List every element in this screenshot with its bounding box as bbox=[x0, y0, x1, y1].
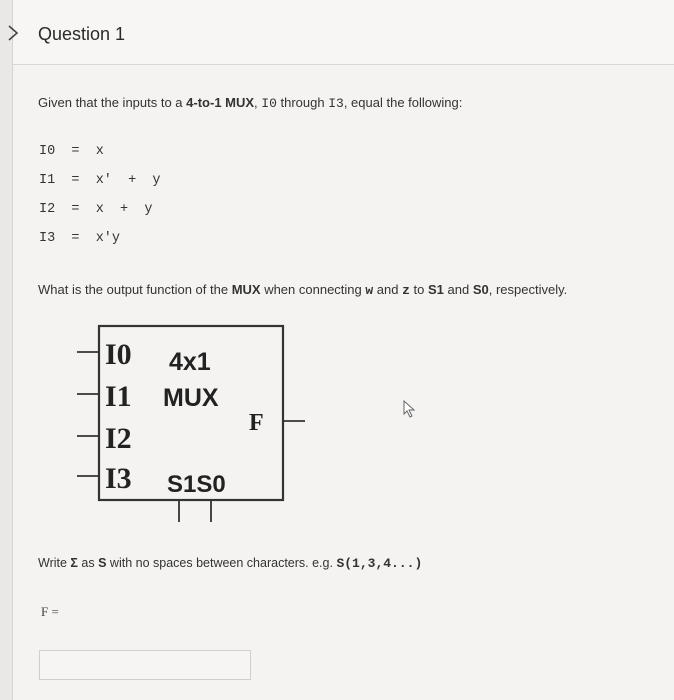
qt-z: z bbox=[402, 283, 410, 298]
qt-6: , respectively. bbox=[488, 282, 568, 297]
mux-diagram bbox=[75, 324, 305, 534]
mux-title-1: 4x1 bbox=[169, 348, 211, 376]
prompt-text: Given that the inputs to a bbox=[38, 95, 187, 110]
qt-3: and bbox=[373, 282, 403, 297]
prompt-text-4: , equal the following: bbox=[343, 95, 463, 110]
mux-title-2: MUX bbox=[163, 384, 219, 412]
equation-i2: I2 = x + y bbox=[39, 202, 153, 217]
qt-5: and bbox=[443, 282, 473, 297]
note-3: with no spaces between characters. e.g. bbox=[106, 556, 337, 570]
prompt-mux: 4-to-1 MUX bbox=[186, 95, 255, 110]
qt-1: What is the output function of the bbox=[38, 282, 232, 297]
prompt-text-2: , bbox=[254, 95, 262, 110]
output-label: F bbox=[249, 410, 264, 436]
qt-mux: MUX bbox=[231, 282, 261, 297]
instructions bbox=[38, 556, 422, 571]
select-label: S1S0 bbox=[167, 471, 226, 498]
input-label-i3: I3 bbox=[105, 462, 132, 495]
sigma-symbol: Σ bbox=[70, 556, 78, 570]
prompt-i3: I3 bbox=[328, 96, 344, 111]
note-2: as bbox=[77, 556, 99, 570]
input-label-i2: I2 bbox=[105, 422, 132, 455]
question-title: Question 1 bbox=[38, 24, 126, 44]
qt-s1: S1 bbox=[428, 282, 444, 297]
note-s: S bbox=[98, 556, 107, 570]
equation-list bbox=[39, 142, 161, 258]
equation-i3: I3 = x'y bbox=[39, 231, 121, 246]
qt-w: w bbox=[365, 283, 374, 298]
qt-2: when connecting bbox=[260, 282, 366, 297]
chevron-right-icon[interactable] bbox=[5, 24, 23, 42]
question-prompt bbox=[38, 95, 462, 111]
question-header bbox=[13, 0, 674, 65]
mouse-cursor-icon bbox=[403, 400, 417, 418]
equation-i0: I0 = x bbox=[39, 144, 104, 159]
prompt-i0: I0 bbox=[261, 96, 277, 111]
input-label-i0: I0 bbox=[105, 338, 132, 371]
question-text bbox=[38, 282, 567, 298]
note-1: Write bbox=[38, 556, 71, 570]
note-example: S(1,3,4...) bbox=[336, 556, 423, 571]
equation-i1: I1 = x' + y bbox=[39, 173, 161, 188]
input-label-i1: I1 bbox=[105, 380, 132, 413]
qt-s0: S0 bbox=[472, 282, 489, 297]
prompt-text-3: through bbox=[276, 95, 329, 110]
answer-input[interactable] bbox=[39, 650, 251, 680]
question-card bbox=[12, 0, 674, 700]
answer-label: F = bbox=[41, 604, 59, 619]
qt-4: to bbox=[409, 282, 428, 297]
